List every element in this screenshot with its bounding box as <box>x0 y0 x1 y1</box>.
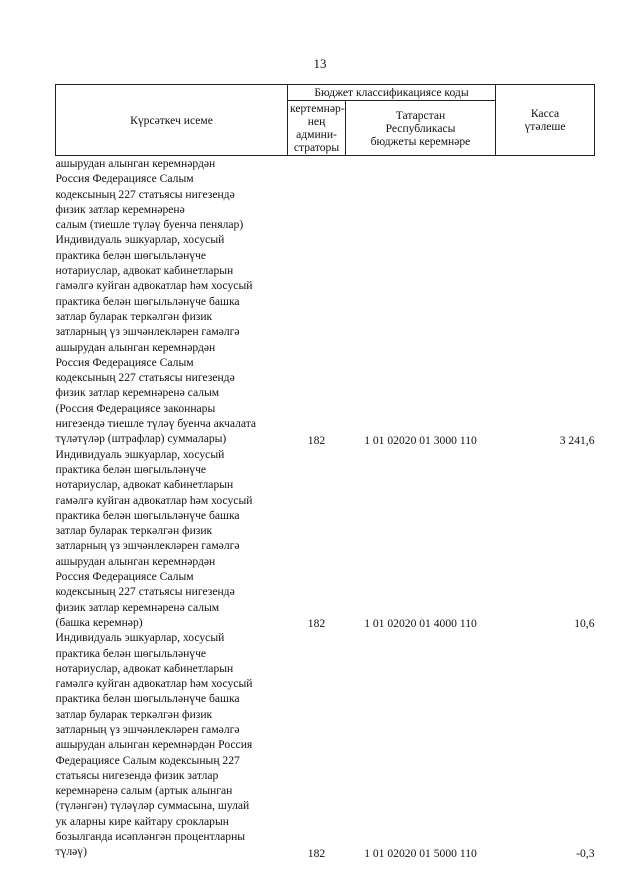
row-administrator-code: 182 <box>307 617 326 631</box>
row-revenue-code: 1 01 02020 01 3000 110 <box>364 433 477 447</box>
row-amount <box>496 156 595 233</box>
header-revenue-code: Татарстан Республикасы бюджеты керемнәре <box>346 101 496 156</box>
table-row <box>56 630 595 859</box>
header-administrator: кертемнәр- нең админи- страторы <box>288 101 346 156</box>
header-budget-code-group: Бюджет классификациясе коды <box>288 85 496 101</box>
header-cash-execution: Касса үтәлеше <box>496 85 595 156</box>
row-administrator-code: 182 <box>307 433 326 447</box>
row-revenue-code: 1 01 02020 01 4000 110 <box>364 617 477 631</box>
page-number: 13 <box>313 56 327 71</box>
row-description: Индивидуаль эшкуарлар, хосусый практика белән шөгыльләнүче нотариуслар, адвокат кабинетларын гамәлгә куйган адвокатлар һәм хосусый практика белән шөгыльләнүче башка затлар буларак теркәлгән физик затларның үз эшчәнлекләрен гамәлгә ашырудан алынган керемнәрдән Россия Федерациясе Салым кодексының 227 статьясы нигезендә физик затлар керемнәренә салым (башка керемнәр) <box>55 447 253 629</box>
row-amount: 10,6 <box>574 617 595 631</box>
table-row <box>56 156 595 233</box>
row-amount: -0,3 <box>576 846 595 860</box>
row-administrator-code <box>288 156 346 233</box>
table-row <box>56 447 595 631</box>
row-description: ашырудан алынган керемнәрдән Россия Федерациясе Салым кодексының 227 статьясы нигезендә физик затлар керемнәренә салым (тиешле түләү буенча пенялар) <box>55 157 244 232</box>
row-revenue-code <box>346 156 496 233</box>
budget-table <box>55 84 595 860</box>
table-row <box>56 232 595 446</box>
row-amount: 3 241,6 <box>559 433 595 447</box>
header-indicator-name: Күрсәткеч исеме <box>56 85 288 156</box>
row-description: Индивидуаль эшкуарлар, хосусый практика белән шөгыльләнүче нотариуслар, адвокат кабинетларын гамәлгә куйган адвокатлар һәм хосусый практика белән шөгыльләнүче башка затлар буларак теркәлгән физик затларның үз эшчәнлекләрен гамәлгә ашырудан алынган керемнәрдән Россия Федерациясе Салым кодексының 227 статьясы нигезендә физик затлар керемнәренә салым (Россия Федерациясе законнары нигезендә тиешле түләү буенча акчалата түләтүләр (штрафлар) суммалары) <box>55 233 257 446</box>
row-revenue-code: 1 01 02020 01 5000 110 <box>364 846 477 860</box>
row-administrator-code: 182 <box>307 846 326 860</box>
row-description: Индивидуаль эшкуарлар, хосусый практика белән шөгыльләнүче нотариуслар, адвокат кабинетларын гамәлгә куйган адвокатлар һәм хосусый практика белән шөгыльләнүче башка затлар буларак теркәлгән физик затларның үз эшчәнлекләрен гамәлгә ашырудан алынган керемнәрдән Россия Федерациясе Салым кодексының 227 статьясы нигезендә физик затлар керемнәренә салым (артык алынган (түләнгән) түләүләр суммасына, шулай ук аларны кире кайтару срокларын бозылганда исәпләнгән процентларны түләү) <box>55 631 253 859</box>
